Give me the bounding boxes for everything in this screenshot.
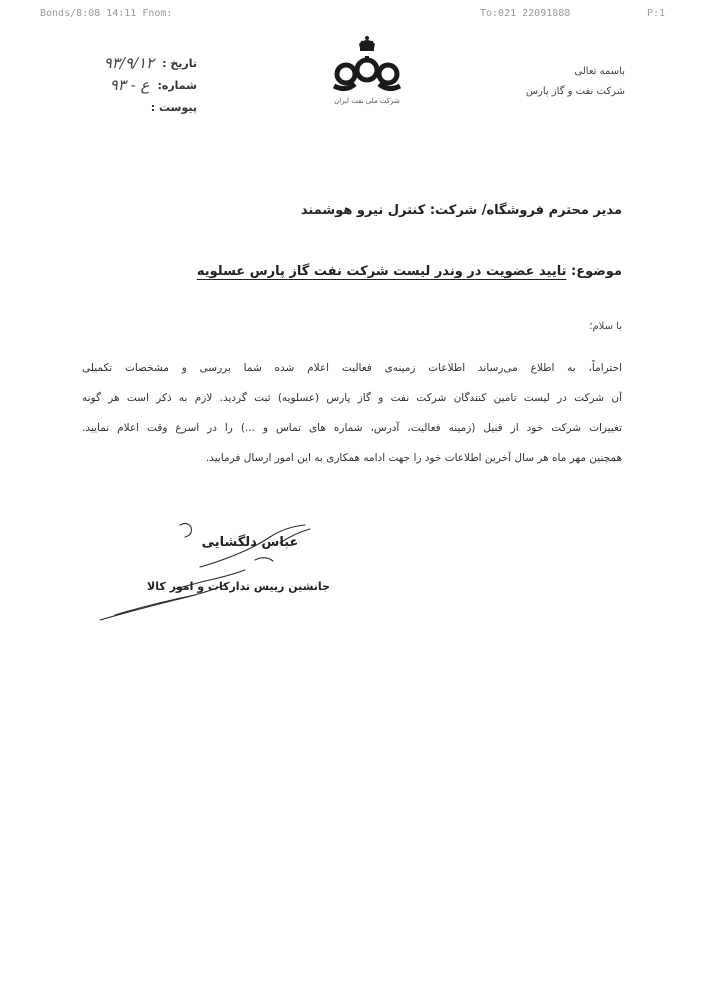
body-line: همچنین مهر ماه هر سال آخرین اطلاعات خود را جهت ادامه همکاری به این امور ارسال فرمایید. — [205, 452, 622, 464]
fax-header-to: To:021 22091888 — [480, 8, 571, 19]
signature-block — [95, 515, 330, 625]
number-label: شماره: — [157, 78, 197, 92]
addressee-line: مدیر محترم فروشگاه/ شرکت: کنترل نیرو هوشمند — [300, 203, 622, 218]
date-row — [62, 52, 197, 74]
signer-name: عباس دلگشایی — [201, 535, 299, 550]
logo-caption: شرکت ملی نفت ایران — [334, 97, 400, 105]
letterhead-right — [475, 62, 625, 102]
greeting-line: با سلام؛ — [589, 321, 622, 332]
subject-line — [197, 264, 622, 279]
fax-header-page: P:1 — [646, 8, 665, 19]
attachment-label: پیوست : — [150, 100, 197, 114]
letter-meta-block — [62, 52, 197, 118]
date-value: ۹۳/۹/۱۲ — [103, 54, 155, 72]
number-value: ع - ۹۳ — [109, 76, 150, 94]
nioc-logo — [322, 34, 412, 105]
subject-text: تایید عضویت در وندر لیست شرکت نفت گاز پارس عسلویه — [196, 264, 567, 279]
body-line: احتراماً، به اطلاع می‌رساند اطلاعات زمینه‌ی فعالیت اعلام شده شما بررسی و مشخصات تکمیلی — [82, 362, 622, 374]
nioc-emblem-icon — [322, 34, 412, 96]
letter-body — [82, 360, 622, 480]
fax-header-from: Bonds/8:08 14:11 Fnom: — [40, 8, 173, 19]
number-row — [62, 74, 197, 96]
date-label: تاریخ : — [162, 56, 197, 70]
bismillah-text: باسمه تعالی — [574, 66, 625, 77]
body-line: آن شرکت در لیست تامین کنندگان شرکت نفت و گاز پارس (عسلویه) ثبت گردید. لازم به ذکر است هر گونه — [82, 392, 622, 404]
subject-label: موضوع: — [571, 264, 622, 279]
body-line: تغییرات شرکت خود از قبیل (زمینه فعالیت، آدرس، شماره های تماس و ...) را در اسرع وقت اعلام نمایید. — [82, 422, 622, 434]
handwritten-signature-icon — [95, 515, 330, 625]
signer-title: جانشین رییس تدارکات و امور کالا — [147, 580, 330, 593]
fax-transmission-header — [40, 8, 665, 24]
company-name: شرکت نفت و گاز پارس — [525, 86, 625, 97]
attachment-row — [62, 96, 197, 118]
